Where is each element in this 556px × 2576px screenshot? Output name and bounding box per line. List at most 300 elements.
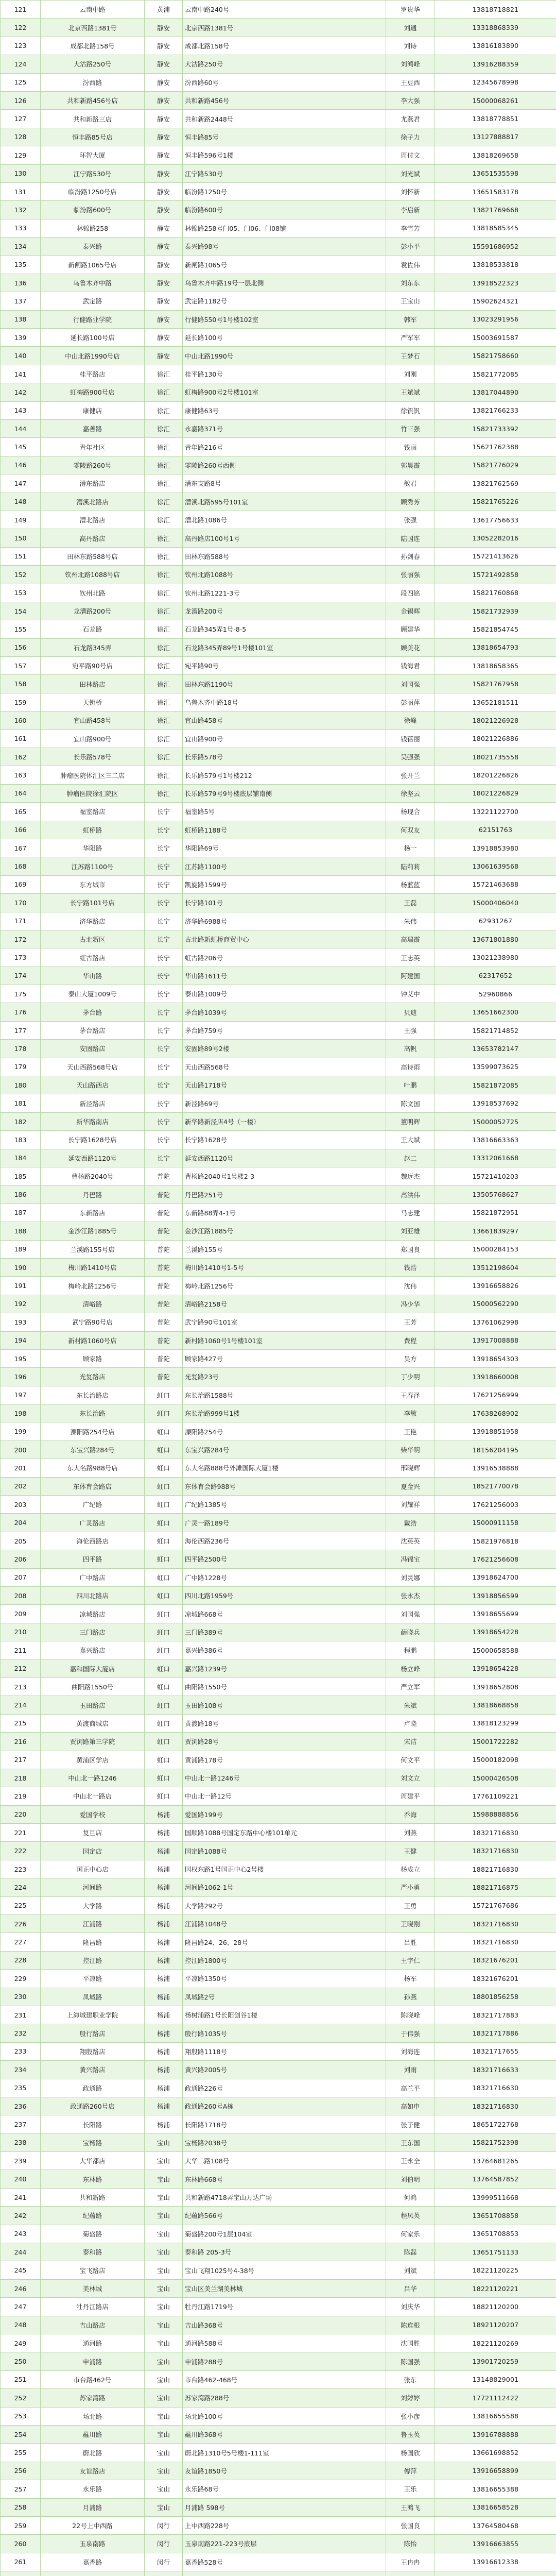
table-row	[1, 1258, 556, 1276]
district: 长宁	[145, 1076, 183, 1094]
table-row	[1, 1459, 556, 1477]
district: 徐汇	[145, 730, 183, 748]
address: 临汾路600号	[183, 201, 386, 219]
table-row	[1, 1076, 556, 1094]
address: 大华二路108号	[183, 2152, 386, 2170]
phone-number: 18021226928	[435, 711, 556, 730]
phone-number: 13918654228	[435, 1623, 556, 1641]
table-row	[1, 2207, 556, 2225]
contact-person: 杨蓝蓝	[386, 875, 435, 893]
table-row	[1, 2352, 556, 2370]
district: 虹口	[145, 1496, 183, 1514]
address: 延安西路1120号	[183, 1149, 386, 1167]
address: 金沙江路1885号	[183, 1222, 386, 1240]
phone-number: 13617756633	[435, 511, 556, 529]
phone-number: 13918851958	[435, 1422, 556, 1440]
district: 长宁	[145, 1003, 183, 1021]
store-name: 乌鲁木齐中路	[41, 274, 145, 292]
district: 徐汇	[145, 511, 183, 529]
table-row	[1, 2243, 556, 2261]
phone-number: 15000068261	[435, 91, 556, 109]
table-row	[1, 1094, 556, 1112]
table-row	[1, 1915, 556, 1933]
address: 石龙路345弄1号-8-5	[183, 620, 386, 638]
store-name: 行健路业学院	[41, 310, 145, 328]
table-row	[1, 91, 556, 109]
district: 宝山	[145, 2188, 183, 2206]
address: 共和新路2448号	[183, 110, 386, 128]
table-row	[1, 1769, 556, 1787]
row-number: 249	[1, 2334, 41, 2352]
address: 平凉路1350号	[183, 1970, 386, 1988]
phone-number: 15988888856	[435, 1805, 556, 1823]
contact-person: 王健	[386, 1842, 435, 1860]
store-name: 长宁路101号店	[41, 894, 145, 912]
store-name: 隆昌路	[41, 1933, 145, 1951]
contact-person: 王芳	[386, 1313, 435, 1331]
phone-number: 12345678998	[435, 73, 556, 91]
address: 爱国路199号	[183, 1805, 386, 1823]
row-number: 247	[1, 2298, 41, 2316]
contact-person: 张强	[386, 511, 435, 529]
table-row	[1, 2079, 556, 2097]
address: 黄兴路2005号	[183, 2061, 386, 2079]
contact-person: 孙剑春	[386, 547, 435, 565]
row-number: 209	[1, 1605, 41, 1623]
district: 宝山	[145, 2152, 183, 2170]
table-row	[1, 1277, 556, 1295]
row-number: 128	[1, 128, 41, 146]
table-row	[1, 784, 556, 802]
contact-person: 刘灵娜	[386, 1568, 435, 1586]
contact-person: 刘通	[386, 19, 435, 37]
row-number: 123	[1, 37, 41, 55]
contact-person: 刘文立	[386, 1769, 435, 1787]
table-row	[1, 511, 556, 529]
district: 宝山	[145, 2279, 183, 2297]
table-row	[1, 2316, 556, 2334]
row-number: 133	[1, 219, 41, 237]
address: 泰山路1009号	[183, 985, 386, 1003]
row-number: 214	[1, 1696, 41, 1714]
phone-number: 13918856599	[435, 1586, 556, 1604]
address: 东长治路1588号	[183, 1386, 386, 1404]
table-row	[1, 1058, 556, 1076]
table-row	[1, 128, 556, 146]
row-number: 179	[1, 1058, 41, 1076]
store-name: 林锦路258	[41, 219, 145, 237]
store-name: 东长治路	[41, 1404, 145, 1422]
store-name: 美林城	[41, 2279, 145, 2297]
contact-person: 程鹏	[386, 1641, 435, 1659]
store-name: 延安西路1120号	[41, 1149, 145, 1167]
phone-number	[435, 2571, 556, 2576]
contact-person: 彭丽萍	[386, 693, 435, 711]
row-number: 248	[1, 2316, 41, 2334]
district: 黄浦	[145, 1, 183, 19]
contact-person: 周建平	[386, 1787, 435, 1805]
table-row	[1, 1824, 556, 1842]
row-number: 164	[1, 784, 41, 802]
store-name: 蕴川路	[41, 2425, 145, 2443]
address: 三门路389号	[183, 1623, 386, 1641]
address: 泰和路 205-3号	[183, 2243, 386, 2261]
store-list-body	[1, 1, 556, 2576]
phone-number: 17761109221	[435, 1787, 556, 1805]
row-number: 220	[1, 1805, 41, 1823]
address: 汾西路60号	[183, 73, 386, 91]
contact-person: 王春泽	[386, 1386, 435, 1404]
address: 宝山飞翔1025号4-38号	[183, 2261, 386, 2279]
contact-person: 刘燕	[386, 1824, 435, 1842]
district: 虹口	[145, 1733, 183, 1751]
phone-number: 17721112422	[435, 2389, 556, 2407]
district: 长宁	[145, 875, 183, 893]
district: 虹口	[145, 1696, 183, 1714]
contact-person: 马志建	[386, 1204, 435, 1222]
phone-number: 13917008888	[435, 1331, 556, 1349]
phone-number: 13127888817	[435, 128, 556, 146]
phone-number: 18156204195	[435, 1440, 556, 1459]
address: 大学路292号	[183, 1896, 386, 1914]
phone-number: 13021238980	[435, 948, 556, 967]
contact-person: 刘伯明	[386, 2170, 435, 2188]
store-name: 青年社区	[41, 438, 145, 456]
contact-person: 张国良	[386, 2516, 435, 2534]
store-name: 政通路	[41, 2079, 145, 2097]
district: 虹口	[145, 1623, 183, 1641]
row-number: 199	[1, 1422, 41, 1440]
store-name: 虹古路店	[41, 948, 145, 967]
row-number: 174	[1, 967, 41, 985]
contact-person: 刘雨	[386, 2061, 435, 2079]
row-number: 235	[1, 2079, 41, 2097]
row-number: 217	[1, 1751, 41, 1769]
phone-number: 18321716630	[435, 2079, 556, 2097]
table-row	[1, 2042, 556, 2060]
address: 中山北一路1246号	[183, 1769, 386, 1787]
store-name: 武宁路90号店	[41, 1313, 145, 1331]
row-number: 259	[1, 2516, 41, 2534]
address: 月浦路 598号	[183, 2498, 386, 2516]
contact-person: 钱丽	[386, 438, 435, 456]
row-number: 221	[1, 1824, 41, 1842]
row-number: 122	[1, 19, 41, 37]
contact-person: 杨一	[386, 839, 435, 857]
contact-person: 吕华	[386, 2279, 435, 2297]
row-number: 200	[1, 1440, 41, 1459]
address: 长乐路579号9号楼底层铺南侧	[183, 784, 386, 802]
row-number: 143	[1, 401, 41, 419]
contact-person: 严军军	[386, 329, 435, 347]
row-number: 147	[1, 474, 41, 493]
row-number: 131	[1, 182, 41, 200]
store-name: 友谊路店	[41, 2462, 145, 2480]
table-row	[1, 2444, 556, 2462]
row-number: 206	[1, 1550, 41, 1568]
contact-person: 张开兰	[386, 766, 435, 784]
table-row	[1, 1751, 556, 1769]
address: 四平路2500号	[183, 1550, 386, 1568]
row-number: 223	[1, 1860, 41, 1878]
phone-number: 15902624321	[435, 292, 556, 310]
table-row	[1, 2516, 556, 2534]
store-name: 东新路店	[41, 1204, 145, 1222]
store-name: 宜山路458号	[41, 711, 145, 730]
phone-number: 18221120225	[435, 2261, 556, 2279]
district: 长宁	[145, 1021, 183, 1039]
address: 永嘉路371号	[183, 419, 386, 437]
row-number: 190	[1, 1258, 41, 1276]
address: 新村路1060号1号楼101室	[183, 1331, 386, 1349]
phone-number: 18321716830	[435, 1842, 556, 1860]
table-row	[1, 657, 556, 675]
phone-number: 15001722282	[435, 1733, 556, 1751]
phone-number: 13671801880	[435, 930, 556, 948]
contact-person: 彭小平	[386, 238, 435, 256]
store-name: 四平路	[41, 1550, 145, 1568]
table-row	[1, 1185, 556, 1204]
address: 钦州北路1088号	[183, 566, 386, 584]
row-number: 171	[1, 912, 41, 930]
store-name: 大学路	[41, 1896, 145, 1914]
district: 长宁	[145, 1149, 183, 1167]
contact-person: 陈怡	[386, 2535, 435, 2553]
row-number: 159	[1, 693, 41, 711]
phone-number: 13764587852	[435, 2170, 556, 2188]
table-row	[1, 1532, 556, 1550]
row-number	[1, 2571, 41, 2576]
table-row	[1, 2370, 556, 2388]
district: 虹口	[145, 1550, 183, 1568]
phone-number: 13061639568	[435, 857, 556, 875]
district: 徐汇	[145, 365, 183, 383]
row-number: 242	[1, 2207, 41, 2225]
district: 虹口	[145, 1605, 183, 1623]
store-name: 新闸路1065号店	[41, 256, 145, 274]
table-row	[1, 1149, 556, 1167]
district	[145, 2571, 183, 2576]
row-number: 260	[1, 2535, 41, 2553]
district: 普陀	[145, 1258, 183, 1276]
store-name: 田林东路588号店	[41, 547, 145, 565]
district: 静安	[145, 219, 183, 237]
address: 凉城路668号	[183, 1605, 386, 1623]
contact-person: 尤燕君	[386, 110, 435, 128]
row-number: 167	[1, 839, 41, 857]
table-row	[1, 146, 556, 164]
district: 徐汇	[145, 657, 183, 675]
store-name: 龙漕路200号	[41, 602, 145, 620]
table-row	[1, 1514, 556, 1532]
store-name: 广纪路	[41, 1496, 145, 1514]
store-name: 大沽路250号	[41, 55, 145, 73]
district: 徐汇	[145, 401, 183, 419]
table-row	[1, 2115, 556, 2133]
address: 东体育会路988号	[183, 1477, 386, 1495]
contact-person: 严立军	[386, 1677, 435, 1696]
table-row	[1, 839, 556, 857]
table-row	[1, 1222, 556, 1240]
store-name: 清峪路	[41, 1295, 145, 1313]
table-row	[1, 1733, 556, 1751]
district: 长宁	[145, 1094, 183, 1112]
phone-number: 52960866	[435, 985, 556, 1003]
address: 嘉兴路386号	[183, 1641, 386, 1659]
district: 静安	[145, 73, 183, 91]
district: 宝山	[145, 2498, 183, 2516]
address: 古北路新虹桥商贸中心	[183, 930, 386, 948]
table-row	[1, 894, 556, 912]
store-name: 康健店	[41, 401, 145, 419]
address: 海伦西路236号	[183, 1532, 386, 1550]
row-number: 141	[1, 365, 41, 383]
district: 长宁	[145, 912, 183, 930]
table-row	[1, 2261, 556, 2279]
table-row	[1, 1440, 556, 1459]
address: 控江路1800号	[183, 1951, 386, 1969]
district: 静安	[145, 347, 183, 365]
store-name: 东宝兴路284号	[41, 1440, 145, 1459]
address: 友谊路1850号	[183, 2462, 386, 2480]
store-name: 江宁路530号	[41, 164, 145, 182]
phone-number: 13818533818	[435, 256, 556, 274]
contact-person: 宋洁	[386, 1733, 435, 1751]
store-name: 古北新区	[41, 930, 145, 948]
contact-person: 王乐	[386, 2480, 435, 2498]
contact-person: 邢晓辉	[386, 1459, 435, 1477]
address: 北京西路1381号	[183, 19, 386, 37]
address: 康健路63号	[183, 401, 386, 419]
address: 中山北路1990号	[183, 347, 386, 365]
phone-number: 13023291956	[435, 310, 556, 328]
row-number: 256	[1, 2462, 41, 2480]
district: 虹口	[145, 1459, 183, 1477]
district: 宝山	[145, 2334, 183, 2352]
store-name: 石龙路	[41, 620, 145, 638]
phone-number: 13999511668	[435, 2188, 556, 2206]
row-number: 181	[1, 1094, 41, 1112]
district: 长宁	[145, 1058, 183, 1076]
phone-number: 13818718821	[435, 1, 556, 19]
address: 延长路100号	[183, 329, 386, 347]
district: 宝山	[145, 2425, 183, 2443]
row-number: 202	[1, 1477, 41, 1495]
address: 临汾路1250号	[183, 182, 386, 200]
row-number: 257	[1, 2480, 41, 2498]
address: 顾家路427号	[183, 1349, 386, 1367]
contact-person: 高瑞霞	[386, 930, 435, 948]
district: 杨浦	[145, 1988, 183, 2006]
address: 兰溪路155号	[183, 1240, 386, 1258]
table-row	[1, 693, 556, 711]
table-row	[1, 2152, 556, 2170]
district: 虹口	[145, 1586, 183, 1604]
district: 普陀	[145, 1331, 183, 1349]
row-number: 251	[1, 2370, 41, 2388]
contact-person: 张永杰	[386, 1586, 435, 1604]
row-number: 155	[1, 620, 41, 638]
address: 场北路100号	[183, 2407, 386, 2425]
phone-number: 18321716830	[435, 1824, 556, 1842]
contact-person: 阿建国	[386, 967, 435, 985]
district: 虹口	[145, 1422, 183, 1440]
address: 黄浦路178号	[183, 1751, 386, 1769]
store-name: 钦州北路1088号店	[41, 566, 145, 584]
contact-person: 高兰平	[386, 2079, 435, 2097]
district: 徐汇	[145, 383, 183, 401]
district: 宝山	[145, 2316, 183, 2334]
address: 蕴川路368号	[183, 2425, 386, 2443]
contact-person: 竹三强	[386, 419, 435, 437]
table-row	[1, 985, 556, 1003]
phone-number: 18821716875	[435, 1878, 556, 1896]
district: 虹口	[145, 1568, 183, 1586]
address: 石龙路345弄89号1号楼101室	[183, 638, 386, 656]
table-row	[1, 1240, 556, 1258]
store-name: 石龙路345弄	[41, 638, 145, 656]
address: 广中路1228号	[183, 1568, 386, 1586]
district: 徐汇	[145, 784, 183, 802]
store-name: 济华路店	[41, 912, 145, 930]
contact-person: 王志英	[386, 948, 435, 967]
store-name: 茅台路店	[41, 1021, 145, 1039]
row-number: 230	[1, 1988, 41, 2006]
store-name: 桂平路店	[41, 365, 145, 383]
row-number: 146	[1, 456, 41, 474]
phone-number: 13818654793	[435, 638, 556, 656]
store-name: 东林路	[41, 2170, 145, 2188]
phone-number: 18321716633	[435, 2061, 556, 2079]
row-number: 162	[1, 748, 41, 766]
row-number: 204	[1, 1514, 41, 1532]
district: 普陀	[145, 1204, 183, 1222]
address: 凤城路2号	[183, 1988, 386, 2006]
row-number: 134	[1, 238, 41, 256]
store-name: 光复路店	[41, 1368, 145, 1386]
phone-number: 18321716830	[435, 1915, 556, 1933]
contact-person: 杨军	[386, 1970, 435, 1988]
phone-number: 13651662300	[435, 1003, 556, 1021]
store-name: 宝杨路	[41, 2133, 145, 2151]
row-number: 236	[1, 2097, 41, 2115]
district: 静安	[145, 238, 183, 256]
phone-number: 13817044890	[435, 383, 556, 401]
contact-person: 高如申	[386, 2097, 435, 2115]
store-name: 华阳路	[41, 839, 145, 857]
district: 虹口	[145, 1641, 183, 1659]
row-number: 246	[1, 2279, 41, 2297]
address: 黄渡路18号	[183, 1714, 386, 1732]
address: 四川北路1959号	[183, 1586, 386, 1604]
address: 玉泉南路221-223号底层	[183, 2535, 386, 2553]
table-row	[1, 2133, 556, 2151]
row-number: 189	[1, 1240, 41, 1258]
row-number: 129	[1, 146, 41, 164]
address: 贾浏路28号	[183, 1733, 386, 1751]
address: 菊盛路200号1层104室	[183, 2225, 386, 2243]
phone-number: 17621256999	[435, 1386, 556, 1404]
district: 闵行	[145, 2553, 183, 2571]
district: 宝山	[145, 2480, 183, 2498]
table-row	[1, 1860, 556, 1878]
store-name: 环智大厦	[41, 146, 145, 164]
table-row	[1, 602, 556, 620]
district: 长宁	[145, 985, 183, 1003]
phone-number: 13916288359	[435, 55, 556, 73]
phone-number: 15721767686	[435, 1896, 556, 1914]
store-name: 肿瘤医院体汇区三二店	[41, 766, 145, 784]
